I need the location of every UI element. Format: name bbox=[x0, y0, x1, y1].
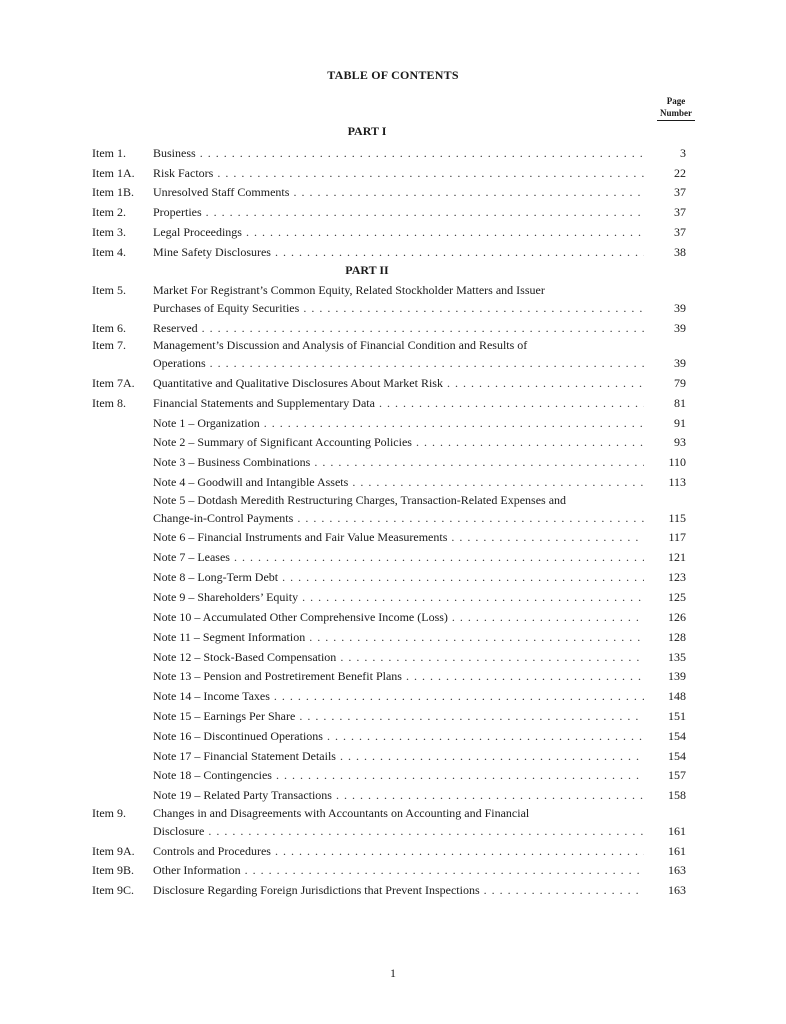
entry-page-number[interactable]: 158 bbox=[668, 788, 686, 802]
entry-title[interactable]: Note 18 – Contingencies bbox=[153, 768, 272, 782]
dot-leader bbox=[314, 453, 644, 471]
entry-title[interactable]: Note 16 – Discontinued Operations bbox=[153, 729, 323, 743]
toc-item-row[interactable] bbox=[0, 394, 786, 412]
entry-page-number[interactable]: 93 bbox=[674, 435, 686, 449]
entry-page-number[interactable]: 38 bbox=[674, 245, 686, 259]
entry-title[interactable]: Business bbox=[153, 146, 196, 160]
dot-leader bbox=[206, 203, 644, 221]
entry-title[interactable]: Mine Safety Disclosures bbox=[153, 245, 271, 259]
toc-note-row[interactable] bbox=[0, 648, 786, 666]
page-number-column-header bbox=[650, 95, 702, 121]
dot-leader bbox=[264, 414, 644, 432]
entry-title[interactable]: Operations bbox=[153, 356, 206, 370]
entry-title[interactable]: Risk Factors bbox=[153, 166, 214, 180]
toc-note-row[interactable] bbox=[0, 588, 786, 606]
entry-title[interactable]: Note 17 – Financial Statement Details bbox=[153, 749, 336, 763]
entry-page-number[interactable]: 151 bbox=[668, 709, 686, 723]
header-rule bbox=[657, 120, 695, 121]
entry-page-number[interactable]: 163 bbox=[668, 863, 686, 877]
item-number: Item 5. bbox=[92, 283, 126, 297]
entry-title[interactable]: Note 9 – Shareholders’ Equity bbox=[153, 590, 299, 604]
dot-leader bbox=[245, 861, 644, 879]
dot-leader bbox=[352, 473, 644, 491]
toc-item-row[interactable] bbox=[0, 354, 786, 372]
item-number: Item 9. bbox=[92, 806, 126, 820]
toc-item-row[interactable] bbox=[0, 881, 786, 899]
dot-leader bbox=[416, 433, 644, 451]
dot-leader bbox=[302, 588, 644, 606]
entry-title[interactable]: Unresolved Staff Comments bbox=[153, 185, 290, 199]
toc-note-row[interactable] bbox=[0, 786, 786, 804]
dot-leader bbox=[379, 394, 644, 412]
toc-note-row[interactable] bbox=[0, 608, 786, 626]
toc-item-row[interactable] bbox=[0, 861, 786, 879]
dot-leader bbox=[275, 842, 644, 860]
toc-item-row[interactable] bbox=[0, 243, 786, 261]
dot-leader bbox=[297, 509, 644, 527]
entry-title[interactable]: Legal Proceedings bbox=[153, 225, 242, 239]
entry-page-number[interactable]: 79 bbox=[674, 376, 686, 390]
page-header-line-1: Page bbox=[666, 96, 686, 106]
dot-leader bbox=[336, 786, 644, 804]
entry-page-number[interactable]: 39 bbox=[674, 321, 686, 335]
dot-leader bbox=[309, 628, 644, 646]
dot-leader bbox=[406, 667, 644, 685]
entry-title-first-line: Management’s Discussion and Analysis of Financial Condition and Results of bbox=[153, 338, 528, 352]
dot-leader bbox=[282, 568, 644, 586]
item-number: Item 1. bbox=[92, 146, 126, 160]
toc-note-row[interactable] bbox=[0, 568, 786, 586]
entry-title[interactable]: Note 7 – Leases bbox=[153, 550, 230, 564]
page-title: TABLE OF CONTENTS bbox=[327, 68, 459, 82]
item-number: Item 1B. bbox=[92, 185, 134, 199]
toc-note-row[interactable] bbox=[0, 433, 786, 451]
dot-leader bbox=[202, 319, 644, 337]
dot-leader bbox=[208, 822, 644, 840]
toc-note-row[interactable] bbox=[0, 628, 786, 646]
dot-leader bbox=[276, 766, 644, 784]
entry-title[interactable]: Controls and Procedures bbox=[153, 844, 271, 858]
footer-page-number: 1 bbox=[390, 966, 396, 980]
toc-item-row[interactable] bbox=[0, 822, 786, 840]
entry-page-number[interactable]: 22 bbox=[674, 166, 686, 180]
dot-leader bbox=[340, 747, 644, 765]
dot-leader bbox=[246, 223, 644, 241]
entry-page-number[interactable]: 139 bbox=[668, 669, 686, 683]
dot-leader bbox=[275, 243, 644, 261]
item-number: Item 8. bbox=[92, 396, 126, 410]
entry-title[interactable]: Financial Statements and Supplementary Data bbox=[153, 396, 375, 410]
item-number: Item 4. bbox=[92, 245, 126, 259]
dot-leader bbox=[303, 299, 644, 317]
dot-leader bbox=[234, 548, 644, 566]
toc-note-row[interactable] bbox=[0, 453, 786, 471]
item-number: Item 2. bbox=[92, 205, 126, 219]
entry-title[interactable]: Disclosure bbox=[153, 824, 205, 838]
entry-page-number[interactable]: 37 bbox=[674, 225, 686, 239]
entry-page-number[interactable]: 121 bbox=[668, 550, 686, 564]
item-number: Item 9C. bbox=[92, 883, 134, 897]
dot-leader bbox=[327, 727, 644, 745]
toc-item-row[interactable] bbox=[0, 223, 786, 241]
part-ii-heading: PART II bbox=[345, 263, 389, 277]
entry-page-number[interactable]: 39 bbox=[674, 301, 686, 315]
entry-page-number[interactable]: 157 bbox=[668, 768, 686, 782]
toc-note-row[interactable] bbox=[0, 509, 786, 527]
item-number: Item 3. bbox=[92, 225, 126, 239]
toc-note-row[interactable] bbox=[0, 414, 786, 432]
item-number: Item 7. bbox=[92, 338, 126, 352]
dot-leader bbox=[451, 528, 644, 546]
entry-page-number[interactable]: 39 bbox=[674, 356, 686, 370]
part-i-heading: PART I bbox=[347, 124, 387, 138]
entry-title-first-line: Market For Registrant’s Common Equity, Related Stockholder Matters and Issuer bbox=[153, 283, 545, 297]
entry-page-number[interactable]: 161 bbox=[668, 824, 686, 838]
toc-item-row[interactable] bbox=[0, 299, 786, 317]
toc-item-row[interactable] bbox=[0, 374, 786, 392]
entry-title[interactable]: Note 6 – Financial Instruments and Fair Value Measurements bbox=[153, 530, 448, 544]
entry-page-number[interactable]: 126 bbox=[668, 610, 686, 624]
entry-page-number[interactable]: 154 bbox=[668, 749, 686, 763]
entry-title-first-line: Note 5 – Dotdash Meredith Restructuring Charges, Transaction-Related Expenses and bbox=[153, 493, 567, 507]
toc-note-row[interactable] bbox=[0, 766, 786, 784]
entry-page-number[interactable]: 123 bbox=[668, 570, 686, 584]
entry-page-number[interactable]: 154 bbox=[668, 729, 686, 743]
dot-leader bbox=[210, 354, 644, 372]
entry-page-number[interactable]: 37 bbox=[674, 205, 686, 219]
dot-leader bbox=[299, 707, 644, 725]
dot-leader bbox=[293, 183, 644, 201]
toc-note-row[interactable] bbox=[0, 473, 786, 491]
dot-leader bbox=[447, 374, 644, 392]
entry-title[interactable]: Note 12 – Stock-Based Compensation bbox=[153, 650, 337, 664]
toc-note-row[interactable] bbox=[0, 687, 786, 705]
dot-leader bbox=[200, 144, 644, 162]
entry-title[interactable]: Note 10 – Accumulated Other Comprehensive Income (Loss) bbox=[153, 610, 448, 624]
entry-title[interactable]: Note 14 – Income Taxes bbox=[153, 689, 270, 703]
entry-title[interactable]: Note 19 – Related Party Transactions bbox=[153, 788, 332, 802]
entry-page-number[interactable]: 110 bbox=[668, 455, 686, 469]
entry-page-number[interactable]: 117 bbox=[668, 530, 686, 544]
dot-leader bbox=[340, 648, 644, 666]
entry-page-number[interactable]: 163 bbox=[668, 883, 686, 897]
entry-title[interactable]: Properties bbox=[153, 205, 202, 219]
entry-title[interactable]: Disclosure Regarding Foreign Jurisdictions that Prevent Inspections bbox=[153, 883, 480, 897]
entry-page-number[interactable]: 125 bbox=[668, 590, 686, 604]
entry-page-number[interactable]: 148 bbox=[668, 689, 686, 703]
entry-page-number[interactable]: 161 bbox=[668, 844, 686, 858]
entry-page-number[interactable]: 81 bbox=[674, 396, 686, 410]
toc-item-row[interactable] bbox=[0, 144, 786, 162]
toc-item-row[interactable] bbox=[0, 183, 786, 201]
entry-page-number[interactable]: 115 bbox=[668, 511, 686, 525]
entry-title[interactable]: Note 4 – Goodwill and Intangible Assets bbox=[153, 475, 349, 489]
entry-page-number[interactable]: 113 bbox=[668, 475, 686, 489]
entry-page-number[interactable]: 3 bbox=[680, 146, 686, 160]
entry-page-number[interactable]: 128 bbox=[668, 630, 686, 644]
item-number: Item 6. bbox=[92, 321, 126, 335]
entry-page-number[interactable]: 135 bbox=[668, 650, 686, 664]
entry-title[interactable]: Other Information bbox=[153, 863, 241, 877]
toc-note-row[interactable] bbox=[0, 667, 786, 685]
page-header-line-2: Number bbox=[660, 108, 692, 118]
toc-item-row[interactable] bbox=[0, 203, 786, 221]
entry-title-first-line: Changes in and Disagreements with Accountants on Accounting and Financial bbox=[153, 806, 530, 820]
toc-item-row[interactable] bbox=[0, 164, 786, 182]
item-number: Item 1A. bbox=[92, 166, 135, 180]
entry-title[interactable]: Note 8 – Long-Term Debt bbox=[153, 570, 279, 584]
dot-leader bbox=[217, 164, 644, 182]
item-number: Item 9B. bbox=[92, 863, 134, 877]
toc-item-row[interactable] bbox=[0, 319, 786, 337]
entry-page-number[interactable]: 37 bbox=[674, 185, 686, 199]
toc-note-row[interactable] bbox=[0, 747, 786, 765]
entry-title[interactable]: Change-in-Control Payments bbox=[153, 511, 294, 525]
dot-leader bbox=[274, 687, 644, 705]
toc-note-row[interactable] bbox=[0, 528, 786, 546]
toc-note-row[interactable] bbox=[0, 548, 786, 566]
toc-item-row[interactable] bbox=[0, 842, 786, 860]
entry-title[interactable]: Note 1 – Organization bbox=[153, 416, 260, 430]
dot-leader bbox=[452, 608, 644, 626]
entry-title[interactable]: Reserved bbox=[153, 321, 198, 335]
dot-leader bbox=[484, 881, 644, 899]
entry-title[interactable]: Note 3 – Business Combinations bbox=[153, 455, 311, 469]
item-number: Item 7A. bbox=[92, 376, 135, 390]
entry-title[interactable]: Note 13 – Pension and Postretirement Benefit Plans bbox=[153, 669, 402, 683]
toc-note-row[interactable] bbox=[0, 707, 786, 725]
item-number: Item 9A. bbox=[92, 844, 135, 858]
entry-title[interactable]: Note 2 – Summary of Significant Accounting Policies bbox=[153, 435, 412, 449]
entry-title[interactable]: Note 15 – Earnings Per Share bbox=[153, 709, 296, 723]
entry-title[interactable]: Note 11 – Segment Information bbox=[153, 630, 306, 644]
entry-title[interactable]: Purchases of Equity Securities bbox=[153, 301, 300, 315]
entry-title[interactable]: Quantitative and Qualitative Disclosures About Market Risk bbox=[153, 376, 443, 390]
toc-note-row[interactable] bbox=[0, 727, 786, 745]
entry-page-number[interactable]: 91 bbox=[674, 416, 686, 430]
